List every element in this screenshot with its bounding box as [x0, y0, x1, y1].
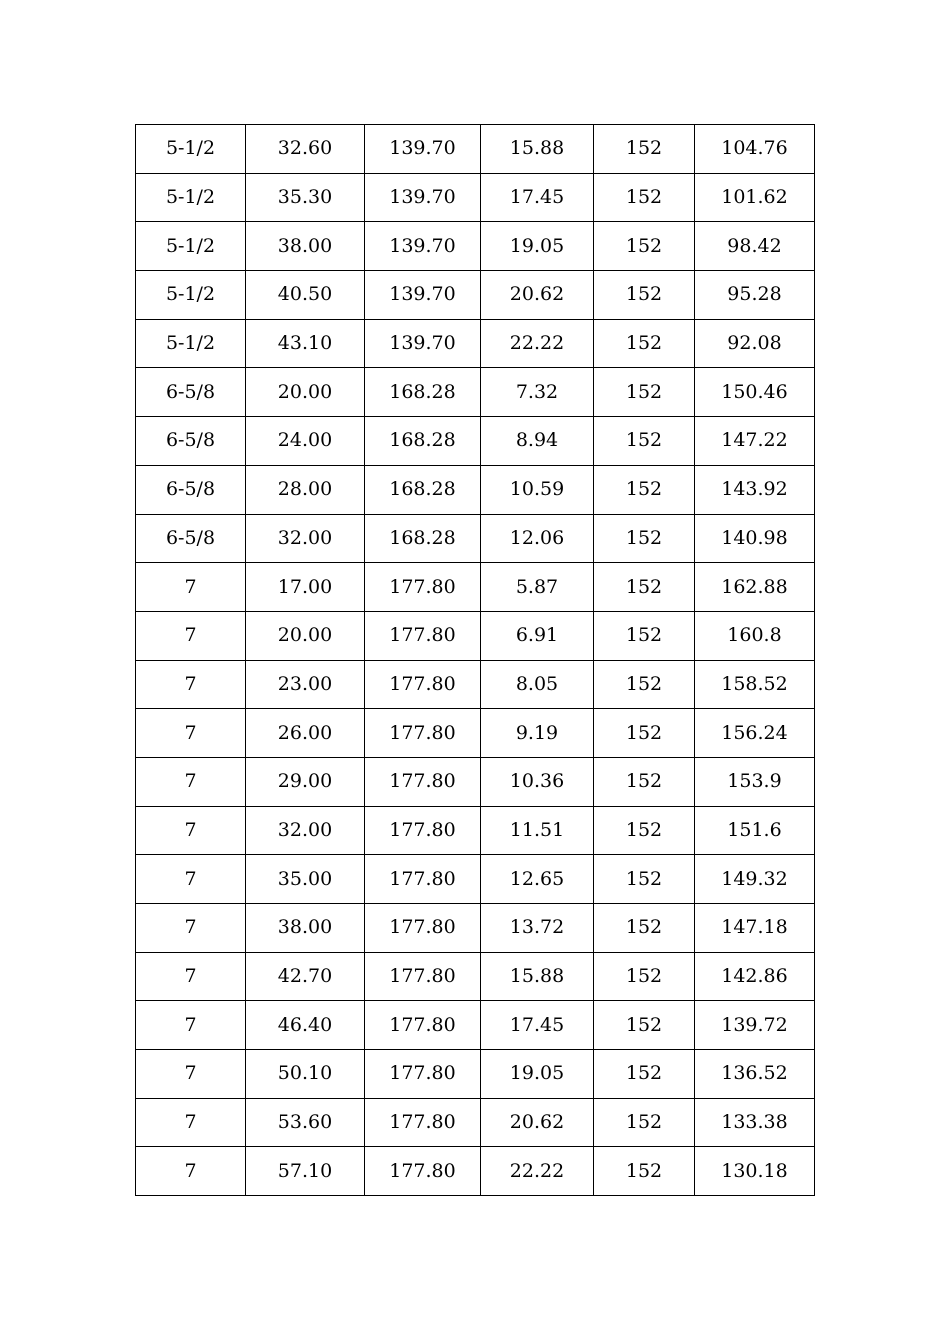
- table-cell: 5-1/2: [136, 125, 246, 174]
- table-cell: 22.22: [481, 1147, 594, 1196]
- table-cell: 46.40: [246, 1001, 365, 1050]
- table-cell: 7: [136, 855, 246, 904]
- table-row: [136, 904, 815, 953]
- table-row: [136, 271, 815, 320]
- table-cell: 50.10: [246, 1050, 365, 1099]
- table-cell: 6-5/8: [136, 514, 246, 563]
- table-cell: 139.70: [365, 222, 481, 271]
- table-cell: 177.80: [365, 563, 481, 612]
- table-row: [136, 563, 815, 612]
- table-cell: 57.10: [246, 1147, 365, 1196]
- table-cell: 32.00: [246, 806, 365, 855]
- table-cell: 5-1/2: [136, 271, 246, 320]
- table-cell: 7: [136, 806, 246, 855]
- table-row: [136, 319, 815, 368]
- table-cell: 152: [594, 465, 695, 514]
- table-cell: 139.72: [695, 1001, 815, 1050]
- table-cell: 101.62: [695, 173, 815, 222]
- table-cell: 152: [594, 709, 695, 758]
- table-cell: 177.80: [365, 1050, 481, 1099]
- table-cell: 5.87: [481, 563, 594, 612]
- table-row: [136, 125, 815, 174]
- table-cell: 152: [594, 806, 695, 855]
- table-cell: 6-5/8: [136, 417, 246, 466]
- table-cell: 168.28: [365, 465, 481, 514]
- table-row: [136, 1001, 815, 1050]
- table-cell: 177.80: [365, 709, 481, 758]
- table-cell: 140.98: [695, 514, 815, 563]
- table-cell: 6.91: [481, 611, 594, 660]
- table-cell: 7: [136, 660, 246, 709]
- table-cell: 130.18: [695, 1147, 815, 1196]
- table-cell: 20.00: [246, 368, 365, 417]
- table-cell: 8.94: [481, 417, 594, 466]
- table-cell: 15.88: [481, 952, 594, 1001]
- table-cell: 152: [594, 611, 695, 660]
- spec-table-body: [136, 125, 815, 1196]
- table-cell: 17.45: [481, 173, 594, 222]
- table-cell: 152: [594, 660, 695, 709]
- table-row: [136, 173, 815, 222]
- table-cell: 7: [136, 757, 246, 806]
- table-cell: 162.88: [695, 563, 815, 612]
- table-row: [136, 222, 815, 271]
- table-cell: 152: [594, 757, 695, 806]
- table-cell: 153.9: [695, 757, 815, 806]
- table-cell: 136.52: [695, 1050, 815, 1099]
- table-cell: 152: [594, 319, 695, 368]
- table-cell: 152: [594, 222, 695, 271]
- table-cell: 26.00: [246, 709, 365, 758]
- table-cell: 15.88: [481, 125, 594, 174]
- table-cell: 32.00: [246, 514, 365, 563]
- table-cell: 23.00: [246, 660, 365, 709]
- table-cell: 158.52: [695, 660, 815, 709]
- table-cell: 5-1/2: [136, 319, 246, 368]
- table-row: [136, 1098, 815, 1147]
- table-cell: 177.80: [365, 611, 481, 660]
- table-cell: 151.6: [695, 806, 815, 855]
- table-cell: 152: [594, 952, 695, 1001]
- table-row: [136, 952, 815, 1001]
- table-cell: 177.80: [365, 855, 481, 904]
- table-cell: 7: [136, 1050, 246, 1099]
- table-cell: 32.60: [246, 125, 365, 174]
- table-cell: 152: [594, 514, 695, 563]
- table-cell: 133.38: [695, 1098, 815, 1147]
- table-cell: 104.76: [695, 125, 815, 174]
- table-row: [136, 806, 815, 855]
- table-cell: 143.92: [695, 465, 815, 514]
- table-cell: 152: [594, 563, 695, 612]
- table-cell: 12.65: [481, 855, 594, 904]
- table-cell: 149.32: [695, 855, 815, 904]
- table-cell: 7: [136, 1147, 246, 1196]
- table-cell: 7: [136, 1001, 246, 1050]
- table-cell: 35.00: [246, 855, 365, 904]
- spec-table: [135, 124, 815, 1196]
- table-cell: 95.28: [695, 271, 815, 320]
- table-cell: 147.22: [695, 417, 815, 466]
- table-cell: 152: [594, 1147, 695, 1196]
- table-row: [136, 1050, 815, 1099]
- table-cell: 40.50: [246, 271, 365, 320]
- table-cell: 7: [136, 611, 246, 660]
- table-row: [136, 417, 815, 466]
- table-cell: 142.86: [695, 952, 815, 1001]
- table-row: [136, 368, 815, 417]
- table-cell: 168.28: [365, 417, 481, 466]
- table-cell: 139.70: [365, 125, 481, 174]
- table-cell: 6-5/8: [136, 368, 246, 417]
- table-cell: 177.80: [365, 1001, 481, 1050]
- table-cell: 43.10: [246, 319, 365, 368]
- table-cell: 98.42: [695, 222, 815, 271]
- table-cell: 177.80: [365, 1147, 481, 1196]
- table-cell: 139.70: [365, 271, 481, 320]
- table-cell: 152: [594, 271, 695, 320]
- table-cell: 168.28: [365, 514, 481, 563]
- table-cell: 177.80: [365, 660, 481, 709]
- table-cell: 152: [594, 1050, 695, 1099]
- table-cell: 177.80: [365, 904, 481, 953]
- table-cell: 177.80: [365, 806, 481, 855]
- table-cell: 9.19: [481, 709, 594, 758]
- table-row: [136, 660, 815, 709]
- table-cell: 5-1/2: [136, 173, 246, 222]
- table-cell: 42.70: [246, 952, 365, 1001]
- table-cell: 7: [136, 563, 246, 612]
- table-cell: 12.06: [481, 514, 594, 563]
- table-row: [136, 514, 815, 563]
- table-cell: 177.80: [365, 1098, 481, 1147]
- table-row: [136, 1147, 815, 1196]
- table-cell: 7: [136, 1098, 246, 1147]
- table-cell: 28.00: [246, 465, 365, 514]
- table-cell: 7.32: [481, 368, 594, 417]
- table-cell: 152: [594, 1001, 695, 1050]
- table-cell: 160.8: [695, 611, 815, 660]
- table-cell: 22.22: [481, 319, 594, 368]
- table-row: [136, 709, 815, 758]
- table-cell: 20.62: [481, 271, 594, 320]
- table-cell: 24.00: [246, 417, 365, 466]
- table-cell: 152: [594, 417, 695, 466]
- table-cell: 139.70: [365, 173, 481, 222]
- table-row: [136, 611, 815, 660]
- table-cell: 152: [594, 173, 695, 222]
- table-cell: 20.62: [481, 1098, 594, 1147]
- table-cell: 53.60: [246, 1098, 365, 1147]
- table-cell: 152: [594, 125, 695, 174]
- table-cell: 7: [136, 709, 246, 758]
- table-cell: 152: [594, 1098, 695, 1147]
- table-cell: 17.45: [481, 1001, 594, 1050]
- table-cell: 5-1/2: [136, 222, 246, 271]
- table-cell: 7: [136, 952, 246, 1001]
- table-cell: 156.24: [695, 709, 815, 758]
- table-cell: 8.05: [481, 660, 594, 709]
- table-row: [136, 465, 815, 514]
- table-row: [136, 855, 815, 904]
- table-cell: 152: [594, 855, 695, 904]
- table-cell: 13.72: [481, 904, 594, 953]
- table-cell: 10.36: [481, 757, 594, 806]
- table-cell: 10.59: [481, 465, 594, 514]
- table-cell: 147.18: [695, 904, 815, 953]
- table-cell: 38.00: [246, 222, 365, 271]
- table-cell: 7: [136, 904, 246, 953]
- table-cell: 17.00: [246, 563, 365, 612]
- table-cell: 19.05: [481, 222, 594, 271]
- table-cell: 19.05: [481, 1050, 594, 1099]
- table-cell: 152: [594, 904, 695, 953]
- table-cell: 150.46: [695, 368, 815, 417]
- table-cell: 38.00: [246, 904, 365, 953]
- table-cell: 11.51: [481, 806, 594, 855]
- table-cell: 177.80: [365, 952, 481, 1001]
- table-cell: 92.08: [695, 319, 815, 368]
- table-cell: 29.00: [246, 757, 365, 806]
- table-cell: 35.30: [246, 173, 365, 222]
- table-cell: 177.80: [365, 757, 481, 806]
- table-cell: 139.70: [365, 319, 481, 368]
- table-cell: 6-5/8: [136, 465, 246, 514]
- table-row: [136, 757, 815, 806]
- table-cell: 152: [594, 368, 695, 417]
- table-cell: 20.00: [246, 611, 365, 660]
- table-cell: 168.28: [365, 368, 481, 417]
